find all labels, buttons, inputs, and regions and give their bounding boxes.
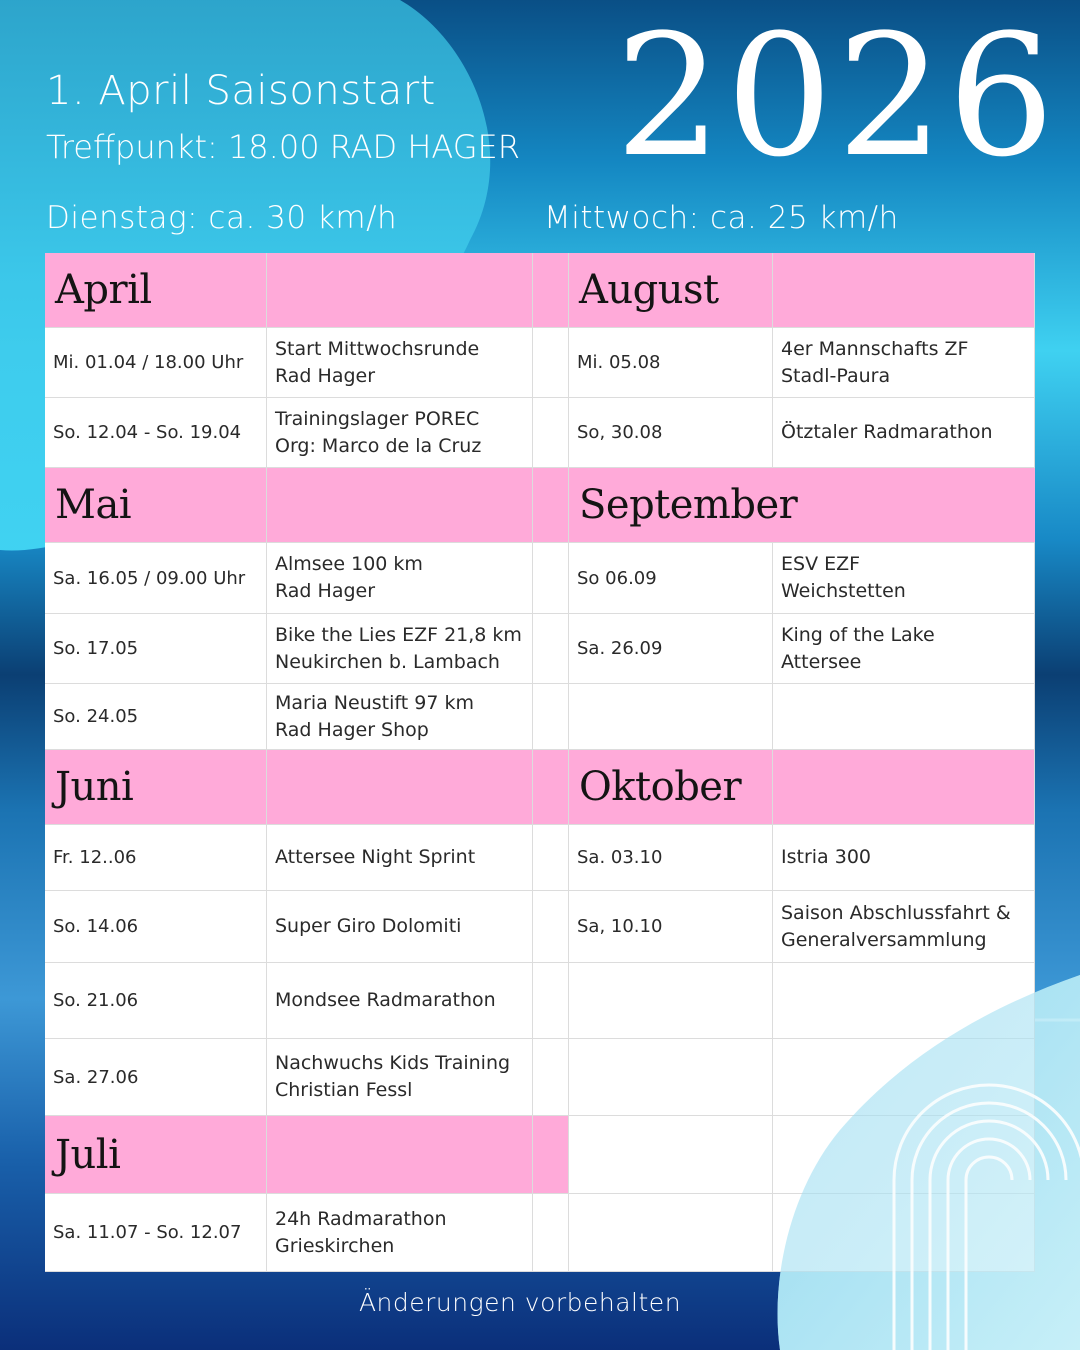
event-calendar-table (45, 253, 1035, 1272)
empty-cell (773, 963, 1035, 1039)
event-name: 24h Radmarathon Grieskirchen (267, 1194, 533, 1272)
event-date: So. 14.06 (45, 891, 267, 963)
event-name: Ötztaler Radmarathon (773, 398, 1035, 468)
month-header-filler (267, 1116, 533, 1194)
month-august: August (569, 253, 773, 328)
season-start-text: 1. April Saisonstart (46, 68, 436, 114)
event-name: Attersee Night Sprint (267, 825, 533, 891)
gap-cell (533, 1039, 569, 1116)
empty-cell (569, 1116, 773, 1194)
event-date: Mi. 01.04 / 18.00 Uhr (45, 328, 267, 398)
event-name: 4er Mannschafts ZF Stadl-Paura (773, 328, 1035, 398)
event-date: So, 30.08 (569, 398, 773, 468)
month-juli: Juli (45, 1116, 267, 1194)
gap-cell (533, 963, 569, 1039)
month-juni: Juni (45, 750, 267, 825)
month-header-filler (267, 253, 533, 328)
year-title: 2026 (615, 0, 1059, 194)
event-name: Trainingslager POREC Org: Marco de la Cruz (267, 398, 533, 468)
event-name: Bike the Lies EZF 21,8 km Neukirchen b. Lambach (267, 614, 533, 684)
event-date: So. 21.06 (45, 963, 267, 1039)
event-date: Sa. 27.06 (45, 1039, 267, 1116)
event-date: Sa. 26.09 (569, 614, 773, 684)
month-oktober: Oktober (569, 750, 773, 825)
event-name: Saison Abschlussfahrt & Generalversammlung (773, 891, 1035, 963)
event-date: Mi. 05.08 (569, 328, 773, 398)
wednesday-speed-text: Mittwoch: ca. 25 km/h (544, 200, 899, 236)
event-date: Sa. 11.07 - So. 12.07 (45, 1194, 267, 1272)
gap-cell (533, 253, 569, 328)
event-date: So. 24.05 (45, 684, 267, 750)
month-header-filler (773, 750, 1035, 825)
month-header-filler (267, 468, 533, 543)
event-name: Almsee 100 km Rad Hager (267, 543, 533, 614)
empty-cell (773, 1039, 1035, 1116)
event-date: So. 17.05 (45, 614, 267, 684)
empty-cell (569, 1039, 773, 1116)
gap-cell (533, 825, 569, 891)
month-september: September (569, 468, 1035, 543)
meeting-point-text: Treffpunkt: 18.00 RAD HAGER (46, 128, 520, 166)
event-name: Istria 300 (773, 825, 1035, 891)
footer-note: Änderungen vorbehalten (358, 1288, 682, 1317)
event-name: Start Mittwochsrunde Rad Hager (267, 328, 533, 398)
gap-cell (533, 1116, 569, 1194)
month-mai: Mai (45, 468, 267, 543)
gap-cell (533, 1194, 569, 1272)
gap-cell (533, 684, 569, 750)
event-date: Fr. 12..06 (45, 825, 267, 891)
gap-cell (533, 891, 569, 963)
gap-cell (533, 614, 569, 684)
event-date: So 06.09 (569, 543, 773, 614)
event-name: Nachwuchs Kids Training Christian Fessl (267, 1039, 533, 1116)
event-name: King of the Lake Attersee (773, 614, 1035, 684)
gap-cell (533, 543, 569, 614)
gap-cell (533, 328, 569, 398)
event-name: ESV EZF Weichstetten (773, 543, 1035, 614)
gap-cell (533, 398, 569, 468)
event-date: So. 12.04 - So. 19.04 (45, 398, 267, 468)
event-date: Sa. 16.05 / 09.00 Uhr (45, 543, 267, 614)
event-name: Maria Neustift 97 km Rad Hager Shop (267, 684, 533, 750)
month-april: April (45, 253, 267, 328)
event-date: Sa, 10.10 (569, 891, 773, 963)
empty-cell (569, 1194, 773, 1272)
month-header-filler (773, 253, 1035, 328)
empty-cell (773, 684, 1035, 750)
empty-cell (569, 963, 773, 1039)
empty-cell (569, 684, 773, 750)
event-name: Mondsee Radmarathon (267, 963, 533, 1039)
empty-cell (773, 1116, 1035, 1194)
gap-cell (533, 750, 569, 825)
gap-cell (533, 468, 569, 543)
event-date: Sa. 03.10 (569, 825, 773, 891)
event-name: Super Giro Dolomiti (267, 891, 533, 963)
month-header-filler (267, 750, 533, 825)
tuesday-speed-text: Dienstag: ca. 30 km/h (46, 200, 398, 236)
empty-cell (773, 1194, 1035, 1272)
